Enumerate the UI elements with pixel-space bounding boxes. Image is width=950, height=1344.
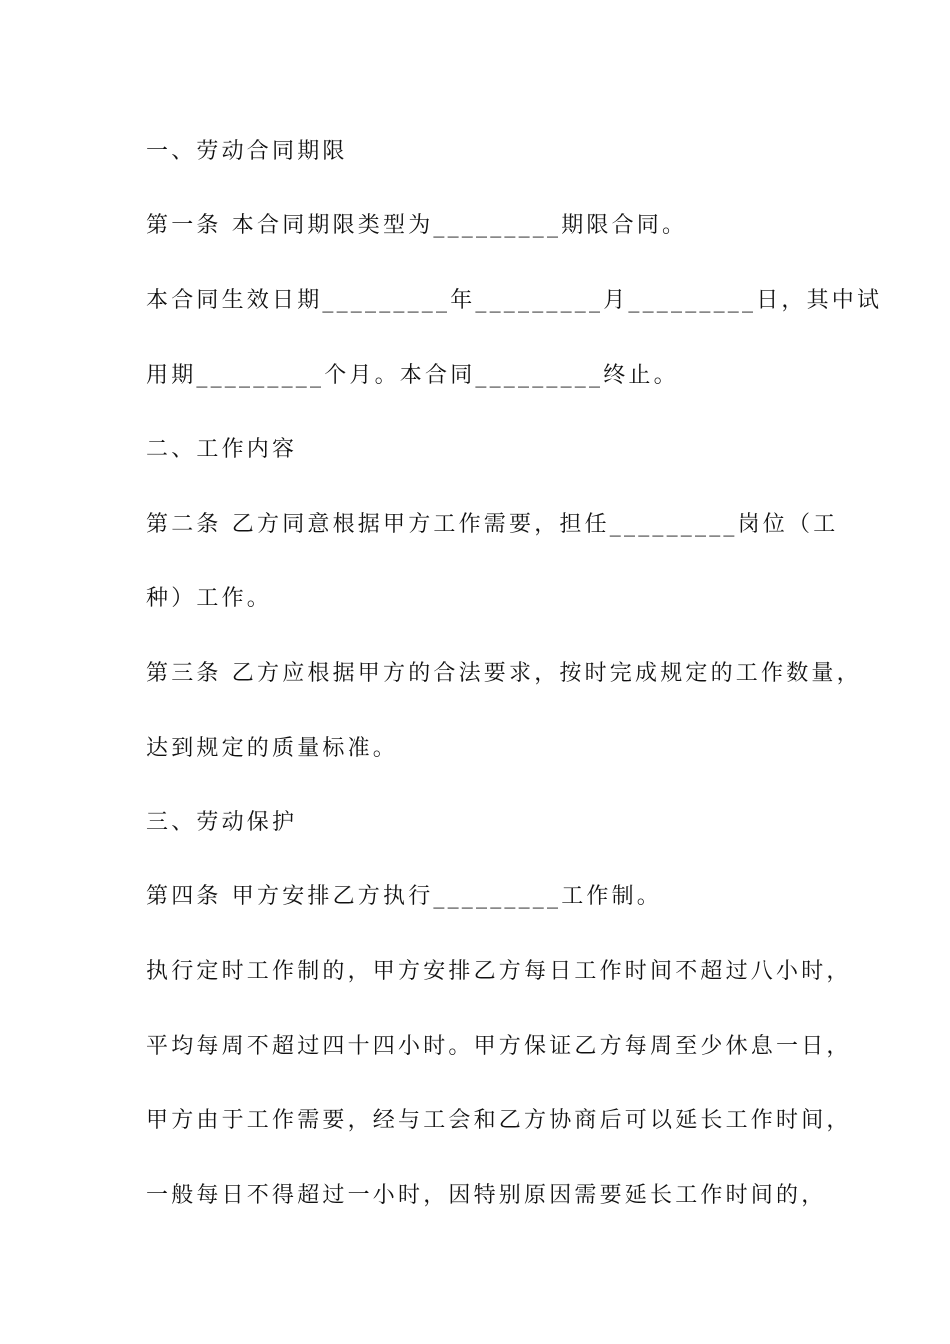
article-2-line-1: 第二条 乙方同意根据甲方工作需要，担任_________岗位（工 (146, 512, 839, 537)
article-1-line-2: 本合同生效日期_________年_________月_________日，其中试 (146, 288, 883, 313)
article-4-line-2: 执行定时工作制的，甲方安排乙方每日工作时间不超过八小时， (146, 959, 852, 984)
section-heading-1: 一、劳动合同期限 (146, 139, 348, 164)
article-4-line-1: 第四条 甲方安排乙方执行_________工作制。 (146, 884, 662, 909)
article-1-line-1: 第一条 本合同期限类型为_________期限合同。 (146, 213, 688, 238)
article-3-line-2: 达到规定的质量标准。 (146, 736, 399, 761)
article-2-line-2: 种）工作。 (146, 586, 273, 611)
article-4-line-3: 平均每周不超过四十四小时。甲方保证乙方每周至少休息一日， (146, 1034, 852, 1059)
article-1-line-3: 用期_________个月。本合同_________终止。 (146, 363, 679, 388)
section-heading-3: 三、劳动保护 (146, 810, 298, 835)
article-4-line-4: 甲方由于工作需要，经与工会和乙方协商后可以延长工作时间， (146, 1108, 852, 1133)
article-3-line-1: 第三条 乙方应根据甲方的合法要求，按时完成规定的工作数量， (146, 661, 862, 686)
section-heading-2: 二、工作内容 (146, 437, 298, 462)
article-4-line-5: 一般每日不得超过一小时，因特别原因需要延长工作时间的， (146, 1183, 827, 1208)
